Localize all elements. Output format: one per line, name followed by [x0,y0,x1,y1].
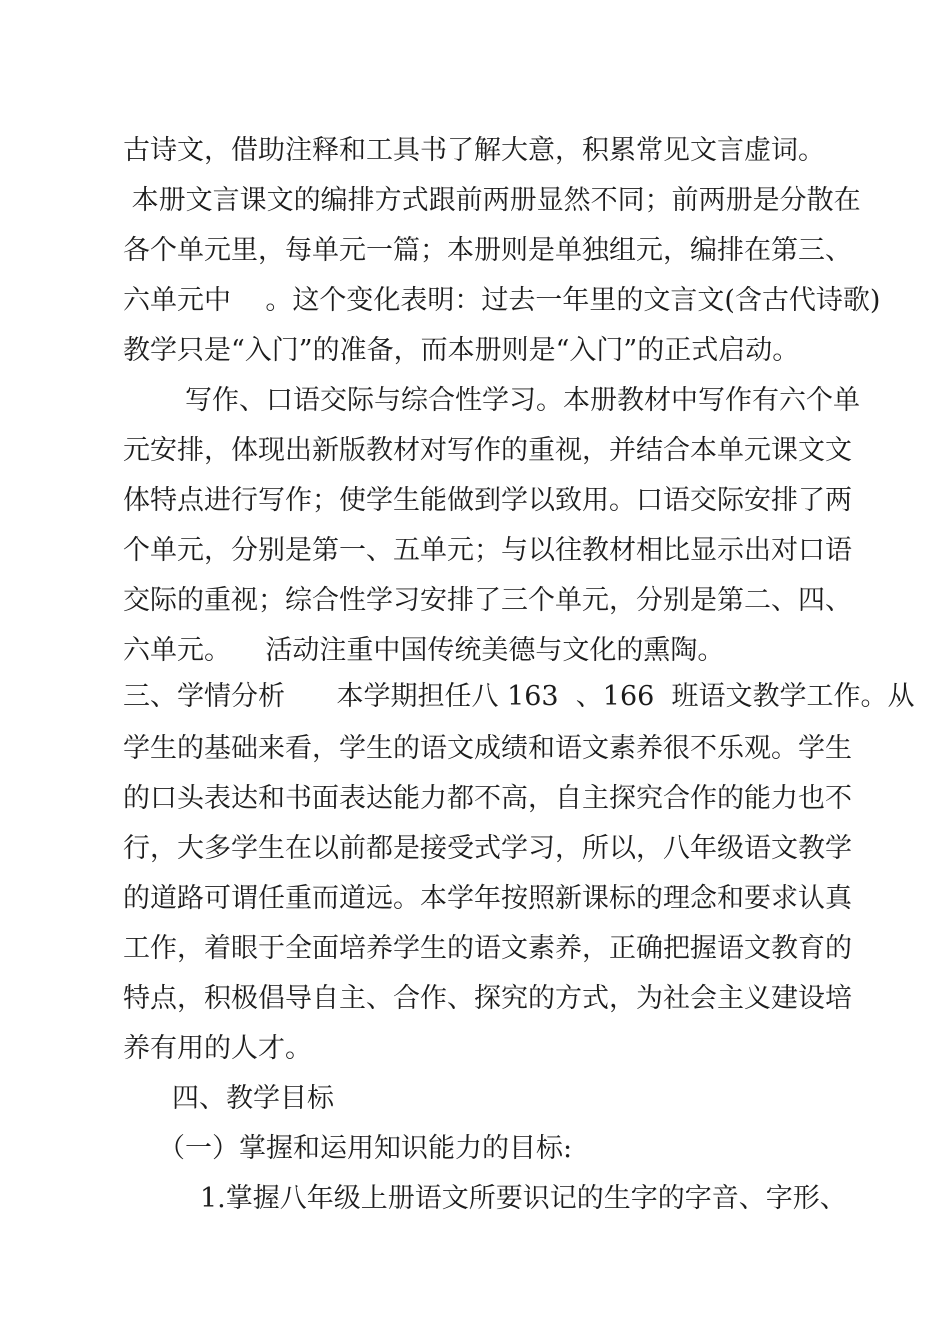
text-line-15: 行，大多学生在以前都是接受式学习，所以，八年级语文教学 [123,833,852,864]
text-line-9: 个单元，分别是第一、五单元；与以往教材相比显示出对口语 [123,535,852,566]
text-line-19: 养有用的人才。 [123,1033,312,1064]
text-line-12: 三、学情分析 本学期担任八 163 、166 班语文教学工作。从 [123,681,915,712]
text-line-13: 学生的基础来看，学生的语文成绩和语文素养很不乐观。学生 [123,733,852,764]
text-line-7: 元安排，体现出新版教材对写作的重视，并结合本单元课文文 [123,435,852,466]
text-line-2: 本册文言课文的编排方式跟前两册显然不同；前两册是分散在 [123,185,861,216]
text-line-16: 的道路可谓任重而道远。本学年按照新课标的理念和要求认真 [123,883,852,914]
text-line-8: 体特点进行写作；使学生能做到学以致用。口语交际安排了两 [123,485,852,516]
text-line-5: 教学只是“入门”的准备，而本册则是“入门”的正式启动。 [123,335,800,366]
section-heading-objectives: 四、教学目标 [172,1083,334,1114]
text-line-4: 六单元中 。这个变化表明：过去一年里的文言文(含古代诗歌) [123,285,881,316]
text-line-6: 写作、口语交际与综合性学习。本册教材中写作有六个单 [185,385,860,416]
list-item-1: 1.掌握八年级上册语文所要识记的生字的字音、字形、 [200,1183,847,1214]
text-line-10: 交际的重视；综合性学习安排了三个单元，分别是第二、四、 [123,585,852,616]
text-line-3: 各个单元里，每单元一篇；本册则是单独组元，编排在第三、 [123,235,852,266]
text-line-17: 工作，着眼于全面培养学生的语文素养，正确把握语文教育的 [123,933,852,964]
subsection-heading-knowledge: （一）掌握和运用知识能力的目标: [158,1133,573,1164]
text-line-18: 特点，积极倡导自主、合作、探究的方式，为社会主义建设培 [123,983,852,1014]
text-line-14: 的口头表达和书面表达能力都不高，自主探究合作的能力也不 [123,783,852,814]
text-line-11: 六单元。 活动注重中国传统美德与文化的熏陶。 [123,635,725,666]
text-line-1: 古诗文，借助注释和工具书了解大意，积累常见文言虚词。 [123,135,825,166]
